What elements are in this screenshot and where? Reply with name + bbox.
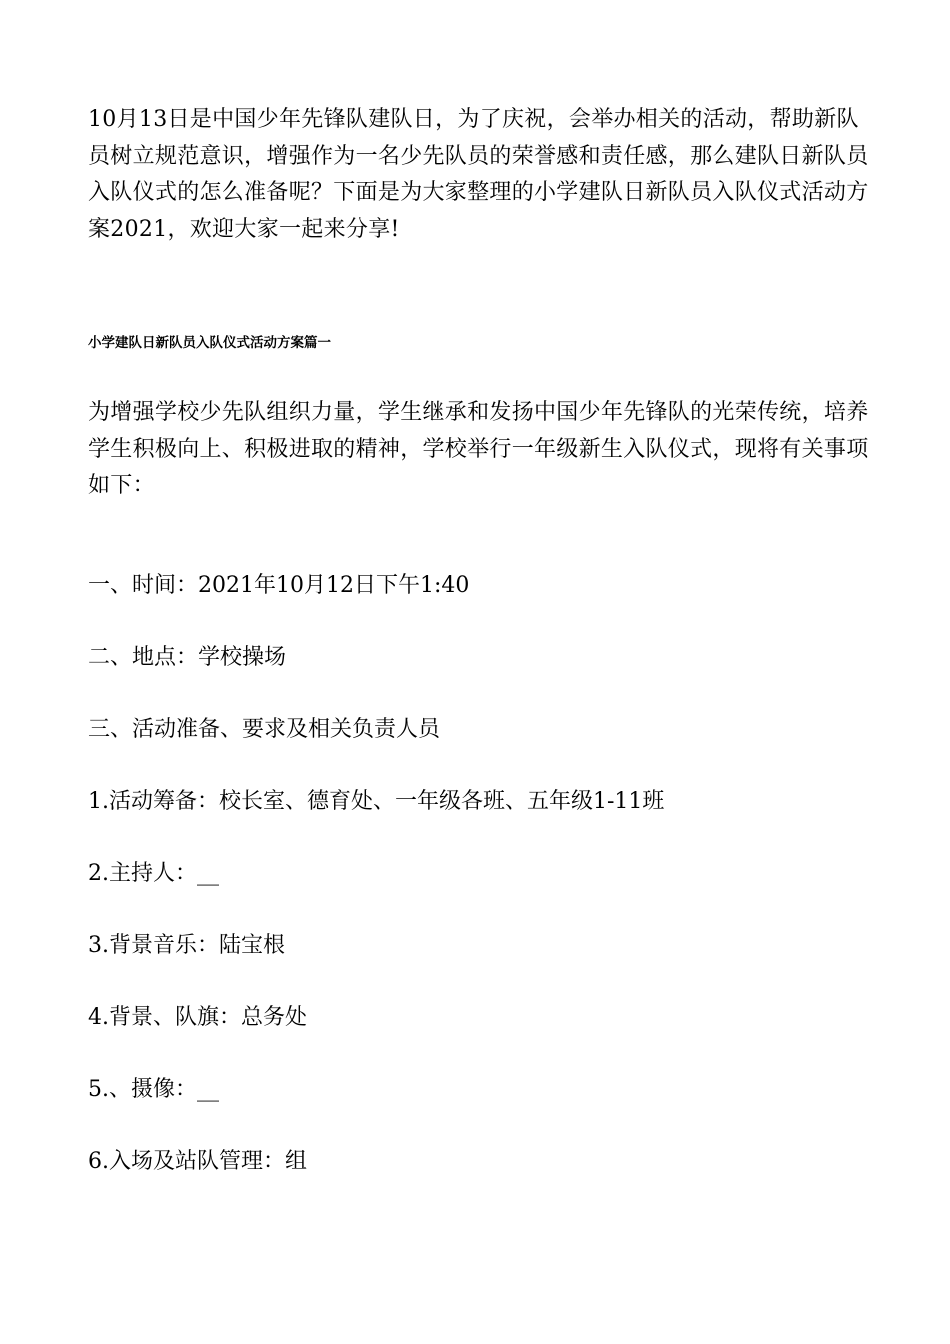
body-paragraph: 为增强学校少先队组织力量，学生继承和发扬中国少年先锋队的光荣传统，培养学生积极向上、积极进取的精神，学校举行一年级新生入队仪式，现将有关事项如下： xyxy=(88,400,869,499)
list-item-background-flag: 4.背景、队旗：总务处 xyxy=(88,1005,307,1030)
list-item-music: 3.背景音乐：陆宝根 xyxy=(88,933,285,958)
intro-paragraph: 10月13日是中国少年先锋队建队日，为了庆祝，会举办相关的活动，帮助新队员树立规范意识，增强作为一名少先队员的荣誉感和责任感，那么建队日新队员入队仪式的怎么准备呢？下面是为大家整理的小学建队日新队员入队仪式活动方案2021，欢迎大家一起来分享! xyxy=(88,107,869,242)
list-item-host: 2.主持人：__ xyxy=(88,861,219,886)
list-item-camera: 5.、摄像：__ xyxy=(88,1077,219,1102)
list-item-time: 一、时间：2021年10月12日下午1:40 xyxy=(88,573,470,598)
list-item-entry-management: 6.入场及站队管理：组 xyxy=(88,1149,307,1174)
list-item-preparation: 三、活动准备、要求及相关负责人员 xyxy=(88,717,441,742)
list-item-planning: 1.活动筹备：校长室、德育处、一年级各班、五年级1-11班 xyxy=(88,789,665,814)
list-item-location: 二、地点：学校操场 xyxy=(88,645,287,670)
section-heading: 小学建队日新队员入队仪式活动方案篇一 xyxy=(88,335,331,351)
